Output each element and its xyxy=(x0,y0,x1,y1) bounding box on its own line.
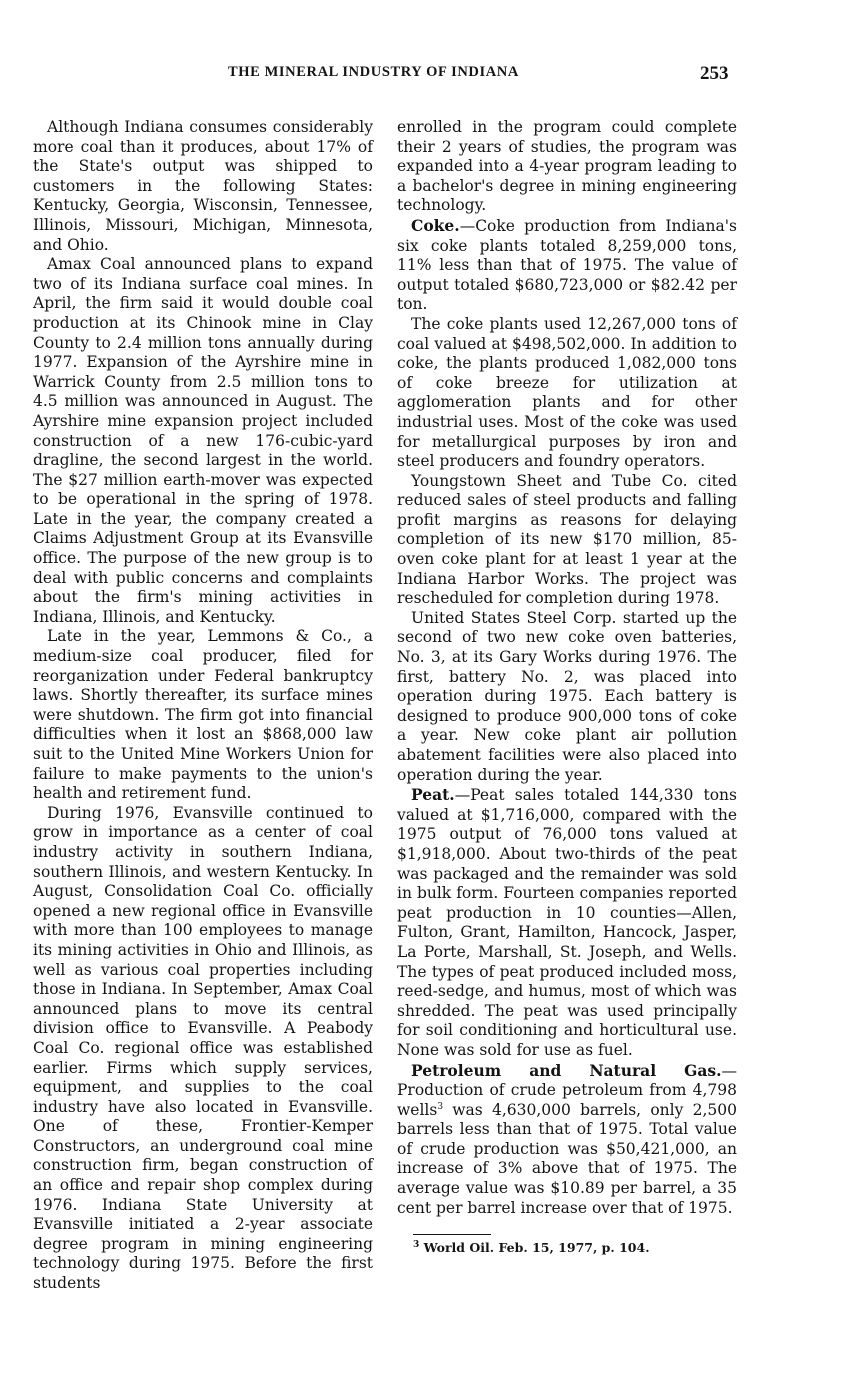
section-heading-coke: Coke. xyxy=(411,215,460,235)
paragraph-continued-program: enrolled in the program could complete their 2 years of studies, the program was expanded into a 4-year program leading to a bachelor's degree in mining engineering technology. xyxy=(397,118,737,215)
paragraph-coke-plants: The coke plants used 12,267,000 tons of coal valued at $498,502,000. In addition to coke, the plants produced 1,082,000 tons of coke breeze for utilization at agglomeration plants and for other industrial uses. Most of the coke was used for metallurgical purposes by iron and steel producers and foundry operators. xyxy=(397,314,737,471)
paragraph-youngstown: Youngstown Sheet and Tube Co. cited reduced sales of steel products and falling profit margins as reasons for delaying completion of its new $170 million, 85-oven coke plant for at least 1 year at the Indiana Harbor Works. The project was rescheduled for completion during 1978. xyxy=(397,471,737,608)
page-number: 253 xyxy=(700,63,729,84)
peat-text: —Peat sales totaled 144,330 tons valued at $1,716,000, compared with the 1975 output of 76,000 tons valued at $1,918,000. About two-thirds of the peat was packaged and the remainder was sold in bulk form. Fourteen companies reported peat production in 10 counties—Allen, Fulton, Grant, Hamilton, Hancock, Jasper, La Porte, Marshall, St. Joseph, and Wells. The types of peat produced included moss, reed-sedge, and humus, most of which was shredded. The peat was used principally for soil conditioning and horticultural use. None was sold for use as fuel. xyxy=(397,786,737,1059)
right-column xyxy=(397,118,737,1256)
paragraph-petroleum xyxy=(397,1061,737,1219)
petroleum-text-a: —Production of crude petroleum from 4,798 wells xyxy=(397,1061,737,1119)
footnote-text: World Oil. Feb. 15, 1977, p. 104. xyxy=(419,1240,650,1256)
section-heading-petroleum: Petroleum and Natural Gas. xyxy=(411,1060,722,1080)
paragraph-lemmons-bankruptcy: Late in the year, Lemmons & Co., a medium-size coal producer, filed for reorganization under Federal bankruptcy laws. Shortly thereafter, its surface mines were shutdown. The firm got into financial difficulties when it lost an $868,000 law suit to the United Mine Workers Union for failure to make payments to the union's health and retirement fund. xyxy=(33,627,373,803)
paragraph-us-steel: United States Steel Corp. started up the second of two new coke oven batteries, No. 3, at its Gary Works during 1976. The first, battery No. 2, was placed into operation during 1975. Each battery is designed to produce 900,000 tons of coke a year. New coke plant air pollution abatement facilities were also placed into operation during the year. xyxy=(397,608,737,784)
footnote-3 xyxy=(397,1240,737,1256)
footnote-divider xyxy=(413,1234,491,1235)
paragraph-amax-expansion: Amax Coal announced plans to expand two of its Indiana surface coal mines. In April, the firm said it would double coal production at its Chinook mine in Clay County to 2.4 million tons annually during 1977. Expansion of the Ayrshire mine in Warrick County from 2.5 million tons to 4.5 million was announced in August. The Ayrshire mine expansion project included construction of a new 176-cubic-yard dragline, the second largest in the world. The $27 million earth-mover was expected to be operational in the spring of 1978. Late in the year, the company created a Claims Adjustment Group at its Evansville office. The purpose of the new group is to deal with public concerns and complaints about the firm's mining activities in Indiana, Illinois, and Kentucky. xyxy=(33,255,373,626)
section-heading-peat: Peat. xyxy=(411,785,455,805)
paragraph-evansville-center: During 1976, Evansville continued to grow in importance as a center of coal industry activity in southern Indiana, southern Illinois, and western Kentucky. In August, Consolidation Coal Co. officially opened a new regional office in Evansville with more than 100 employees to manage its mining activities in Ohio and Illinois, as well as various coal properties including those in Indiana. In September, Amax Coal announced plans to move its central division office to Evansville. A Peabody Coal Co. regional office was established earlier. Firms which supply services, equipment, and supplies to the coal industry have also located in Evansville. One of these, Frontier-Kemper Constructors, an underground coal mine construction firm, began construction of an office and repair shop complex during 1976. Indiana State University at Evansville initiated a 2-year associate degree program in mining engineering technology during 1975. Before the first students xyxy=(33,803,373,1293)
coke-text: —Coke production from Indiana's six coke plants totaled 8,259,000 tons, 11% less than that of 1975. The value of output totaled $680,723,000 or $82.42 per ton. xyxy=(397,216,737,314)
footnote-marker: 3 xyxy=(413,1240,420,1251)
paragraph-coke-production xyxy=(397,216,737,315)
petroleum-text-b: was 4,630,000 barrels, only 2,500 barrels less than that of 1975. Total value of crude production was $50,421,000, an increase of 3% above that of 1975. The average value was $10.89 per barrel, a 35 cent per barrel increase over that of 1975. xyxy=(397,1100,737,1217)
paragraph-coal-shipments: Although Indiana consumes considerably more coal than it produces, about 17% of the State's output was shipped to customers in the following States: Kentucky, Georgia, Wisconsin, Tennessee, Illinois, Missouri, Michigan, Minnesota, and Ohio. xyxy=(33,118,373,254)
left-column xyxy=(33,118,373,1294)
paragraph-peat xyxy=(397,785,737,1060)
running-title: THE MINERAL INDUSTRY OF INDIANA xyxy=(228,64,519,80)
footnote-reference: 3 xyxy=(437,1101,444,1112)
